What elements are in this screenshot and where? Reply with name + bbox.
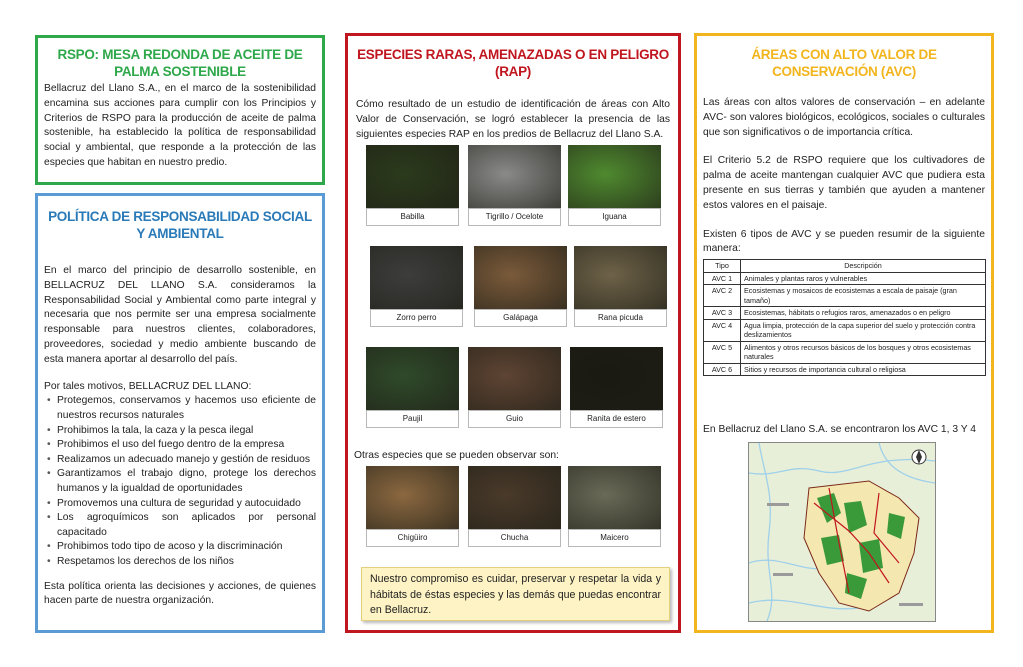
species-caption: Maicero [568,529,661,547]
policy-lead: Por tales motivos, BELLACRUZ DEL LLANO: [44,380,252,392]
table-row [704,272,986,285]
others-label: Otras especies que se pueden observar son: [354,450,559,461]
commitment-note: Nuestro compromiso es cuidar, preservar y respetar la vida y hábitats de éstas especies y las demás que puedas encontrar en Bellacruz. [361,567,670,621]
guio-photo [468,347,561,411]
babilla-photo [366,145,459,209]
conservation-map [748,442,936,622]
chucha-photo [468,466,561,530]
avc-code: AVC 5 [704,341,741,363]
table-row [704,341,986,363]
policy-panel [35,193,325,633]
avc-desc: Animales y plantas raros y vulnerables [741,272,986,285]
avc-code: AVC 2 [704,285,741,307]
iguana-photo [568,145,661,209]
rana-photo [574,246,667,310]
galapaga-photo [474,246,567,310]
species-card-paujil [366,347,459,428]
table-row [704,319,986,341]
species-caption: Chigüiro [366,529,459,547]
table-row [704,307,986,320]
species-card-maicero [568,466,661,547]
rspo-title: RSPO: MESA REDONDA DE ACEITE DE PALMA SOSTENIBLE [57,47,303,79]
chiguiro-photo [366,466,459,530]
species-caption: Tigrillo / Ocelote [468,208,561,226]
species-caption: Babilla [366,208,459,226]
zorro-photo [370,246,463,310]
paujil-photo [366,347,459,411]
maicero-photo [568,466,661,530]
list-item: • Prohibimos todo tipo de acoso y la discriminación [44,540,316,555]
avc-desc: Ecosistemas y mosaicos de ecosistemas a escala de paisaje (gran tamaño) [741,285,986,307]
policy-title: POLÍTICA DE RESPONSABILIDAD SOCIAL Y AMBIENTAL [48,209,312,241]
species-card-tigrillo [468,145,561,226]
species-caption: Ranita de estero [570,410,663,428]
policy-closing: Esta política orienta las decisiones y acciones, de quienes hacen parte de nuestra organización. [44,580,316,607]
species-card-babilla [366,145,459,226]
avc-table [703,259,986,376]
species-card-rana [574,246,667,327]
list-item: • Prohibimos el uso del fuego dentro de la empresa [44,438,316,453]
list-item: • Prohibimos la tala, la caza y la pesca ilegal [44,424,316,439]
avc-definition: Las áreas con altos valores de conservación – en adelante AVC- son valores biológicos, ecológicos, sociales o culturales que son significativos o de importancia crítica. [703,97,985,138]
list-item: • Respetamos los derechos de los niños [44,555,316,570]
avc-title: ÁREAS CON ALTO VALOR DE CONSERVACIÓN (AVC) [751,47,937,79]
avc-code: AVC 4 [704,319,741,341]
species-caption: Guio [468,410,561,428]
rap-panel [345,33,681,633]
list-item: • Garantizamos el trabajo digno, protege los derechos humanos y la igualdad de oportunidades [44,467,316,496]
ranita-photo [570,347,663,411]
species-card-chiguiro [366,466,459,547]
avc-panel [694,33,994,633]
species-caption: Zorro perro [370,309,463,327]
table-header-type: Tipo [704,260,741,273]
species-card-ranita [570,347,663,428]
avc-code: AVC 3 [704,307,741,320]
list-item: • Promovemos una cultura de seguridad y autocuidado [44,497,316,512]
avc-desc: Agua limpia, protección de la capa superior del suelo y protección contra deslizamientos [741,319,986,341]
list-item: • Los agroquímicos son aplicados por personal capacitado [44,511,316,540]
list-item: • Protegemos, conservamos y hacemos uso eficiente de nuestros recursos naturales [44,394,316,423]
avc-code: AVC 6 [704,363,741,376]
rap-intro: Cómo resultado de un estudio de identificación de áreas con Alto Valor de Conservación, se logró establecer la presencia de las siguientes especies RAP en los predios de Bellacruz del Llano S.A. [356,99,670,140]
table-header-desc: Descripción [741,260,986,273]
table-row [704,285,986,307]
table-header-row [704,260,986,273]
table-row [704,363,986,376]
species-card-zorro [370,246,463,327]
species-caption: Iguana [568,208,661,226]
species-caption: Galápaga [474,309,567,327]
species-card-iguana [568,145,661,226]
rspo-panel [35,35,325,185]
avc-found: En Bellacruz del Llano S.A. se encontraron los AVC 1, 3 Y 4 [703,424,977,435]
map-graphic [749,443,935,621]
list-item: • Realizamos un adecuado manejo y gestión de residuos [44,453,316,468]
species-caption: Paujil [366,410,459,428]
avc-types-intro: Existen 6 tipos de AVC y se pueden resumir de la siguiente manera: [703,228,985,255]
species-card-guio [468,347,561,428]
species-card-chucha [468,466,561,547]
policy-intro: En el marco del principio de desarrollo sostenible, en BELLACRUZ DEL LLANO S.A. consideramos la Responsabilidad Social y Ambiental como parte integral y necesaria que nos permite ser una empresa socialmente responsable para nuestros clientes, colaboradores, proveedores, sociedad y medio ambiente buscando de esta manera aportar al desarrollo del país. [44,265,316,365]
species-card-galapaga [474,246,567,327]
avc-criterion: El Criterio 5.2 de RSPO requiere que los cultivadores de palma de aceite mantengan cualquier AVC que pudiera esta presente en sus tierras y también que ayuden a mantener estos valores en el paisaje. [703,155,985,211]
rap-title: ESPECIES RARAS, AMENAZADAS O EN PELIGRO (RAP) [357,47,669,79]
avc-code: AVC 1 [704,272,741,285]
avc-desc: Sitios y recursos de importancia cultural o religiosa [741,363,986,376]
policy-list [44,394,316,569]
species-caption: Chucha [468,529,561,547]
rspo-text: Bellacruz del Llano S.A., en el marco de la sostenibilidad encamina sus acciones para cumplir con los Principios y Criterios de RSPO para la producción de aceite de palma sostenible, ha establecido la política de responsabilidad social y ambiental, que responde a la protección de las especies que habitan en nuestro predio. [44,83,316,168]
avc-desc: Alimentos y otros recursos básicos de los bosques y otros ecosistemas naturales [741,341,986,363]
species-caption: Rana picuda [574,309,667,327]
tigrillo-photo [468,145,561,209]
avc-desc: Ecosistemas, hábitats o refugios raros, amenazados o en peligro [741,307,986,320]
